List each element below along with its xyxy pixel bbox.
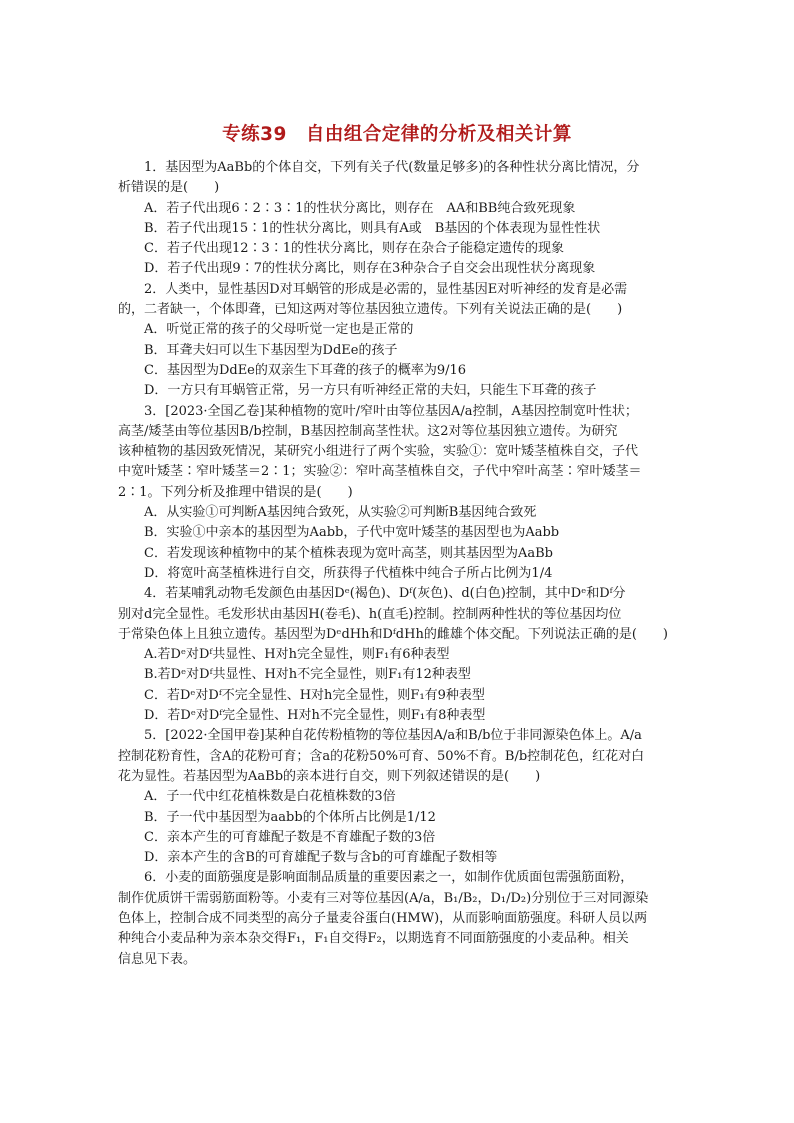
text-line: 色体上，控制合成不同类型的高分子量麦谷蛋白(HMW)，从而影响面筋强度。科研人员以两 [118,910,648,926]
option-line: D．一方只有耳蜗管正常，另一方只有听神经正常的夫妇，只能生下耳聋的孩子 [144,383,597,399]
text-line: 的，二者缺一，个体即聋，已知这两对等位基因独立遗传。下列有关说法正确的是( ) [118,302,623,318]
option-line: C．基因型为DdEe的双亲生下耳聋的孩子的概率为9/16 [144,362,467,378]
text-line: 于常染色体上且独立遗传。基因型为DᵉdHh和DᶠdHh的雌雄个体交配。下列说法正确的是( ) [118,626,668,642]
text-line: 2∶1。下列分析及推理中错误的是( ) [118,484,353,500]
option-line: B．若子代出现15∶1的性状分离比，则具有A或 B基因的个体表现为显性性状 [144,220,601,236]
option-line: B．耳聋夫妇可以生下基因型为DdEe的孩子 [144,342,398,358]
text-line: 控制花粉育性，含A的花粉可育；含a的花粉50%可育、50%不育。B/b控制花色，红花对白 [118,748,645,764]
text-line: 2．人类中，显性基因D对耳蜗管的形成是必需的，显性基因E对听神经的发育是必需 [144,281,628,297]
text-line: 6．小麦的面筋强度是影响面制品质量的重要因素之一，如制作优质面包需强筋面粉， [144,870,634,886]
option-line: A．若子代出现6∶2∶3∶1的性状分离比，则存在 AA和BB纯合致死现象 [144,200,576,216]
option-line: D．若子代出现9∶7的性状分离比，则存在3种杂合子自交会出现性状分离现象 [144,261,596,277]
text-line: 5．[2022·全国甲卷]某种自花传粉植物的等位基因A/a和B/b位于非同源染色体上。A/a [144,728,642,744]
option-line: A.若Dᵉ对Dᶠ共显性、H对h完全显性，则F₁有6种表型 [144,647,450,663]
option-line: C．若Dᵉ对Dᶠ不完全显性、H对h完全显性，则F₁有9种表型 [144,687,485,703]
text-line: 信息见下表。 [118,951,197,967]
option-line: D．亲本产生的含B的可育雄配子数与含b的可育雄配子数相等 [144,850,498,866]
document-body [118,158,683,970]
option-line: D．若Dᵉ对Dᶠ完全显性、H对h不完全显性，则F₁有8种表型 [144,708,486,724]
text-line: 析错误的是( ) [118,180,220,196]
option-line: A．听觉正常的孩子的父母听觉一定也是正常的 [144,322,414,338]
text-line: 中宽叶矮茎∶窄叶矮茎＝2∶1；实验②：窄叶高茎植株自交，子代中窄叶高茎∶窄叶矮茎＝ [118,464,642,480]
option-line: B．子一代中基因型为aabb的个体所占比例是1/12 [144,809,436,825]
option-line: C．亲本产生的可育雄配子数是不育雄配子数的3倍 [144,829,436,845]
option-line: A．子一代中红花植株数是白花植株数的3倍 [144,789,396,805]
text-line: 别对d完全显性。毛发形状由基因H(卷毛)、h(直毛)控制。控制两种性状的等位基因均位 [118,606,622,622]
text-line: 1．基因型为AaBb的个体自交，下列有关子代(数量足够多)的各种性状分离比情况，分 [144,160,640,175]
text-line: 花为显性。若基因型为AaBb的亲本进行自交，则下列叙述错误的是( ) [118,768,541,784]
text-line: 种纯合小麦品种为亲本杂交得F₁，F₁自交得F₂，以期选育不同面筋强度的小麦品种。相关 [118,931,629,947]
text-line: 4．若某哺乳动物毛发颜色由基因Dᵉ(褐色)、Dᶠ(灰色)、d(白色)控制，其中Dᵉ和Dᶠ分 [144,586,626,602]
option-line: B.若Dᵉ对Dᶠ共显性、H对h不完全显性，则F₁有12种表型 [144,667,471,683]
option-line: D．将宽叶高茎植株进行自交，所获得子代植株中纯合子所占比例为1/4 [144,565,553,581]
text-line: 该种植物的基因致死情况，某研究小组进行了两个实验，实验①：宽叶矮茎植株自交，子代 [118,444,639,460]
option-line: B．实验①中亲本的基因型为Aabb，子代中宽叶矮茎的基因型也为Aabb [144,525,560,541]
text-line: 3．[2023·全国乙卷]某种植物的宽叶/窄叶由等位基因A/a控制，A基因控制宽叶性状； [144,403,638,419]
text-line: 制作优质饼干需弱筋面粉等。小麦有三对等位基因(A/a，B₁/B₂，D₁/D₂)分别位于三对同源染 [118,890,649,906]
option-line: C．若子代出现12∶3∶1的性状分离比，则存在杂合子能稳定遗传的现象 [144,241,565,257]
option-line: C．若发现该种植物中的某个植株表现为宽叶高茎，则其基因型为AaBb [144,545,553,561]
page-title: 专练39 自由组合定律的分析及相关计算 [222,124,572,145]
option-line: A．从实验①可判断A基因纯合致死，从实验②可判断B基因纯合致死 [144,505,537,521]
text-line: 高茎/矮茎由等位基因B/b控制，B基因控制高茎性状。这2对等位基因独立遗传。为研究 [118,423,618,439]
